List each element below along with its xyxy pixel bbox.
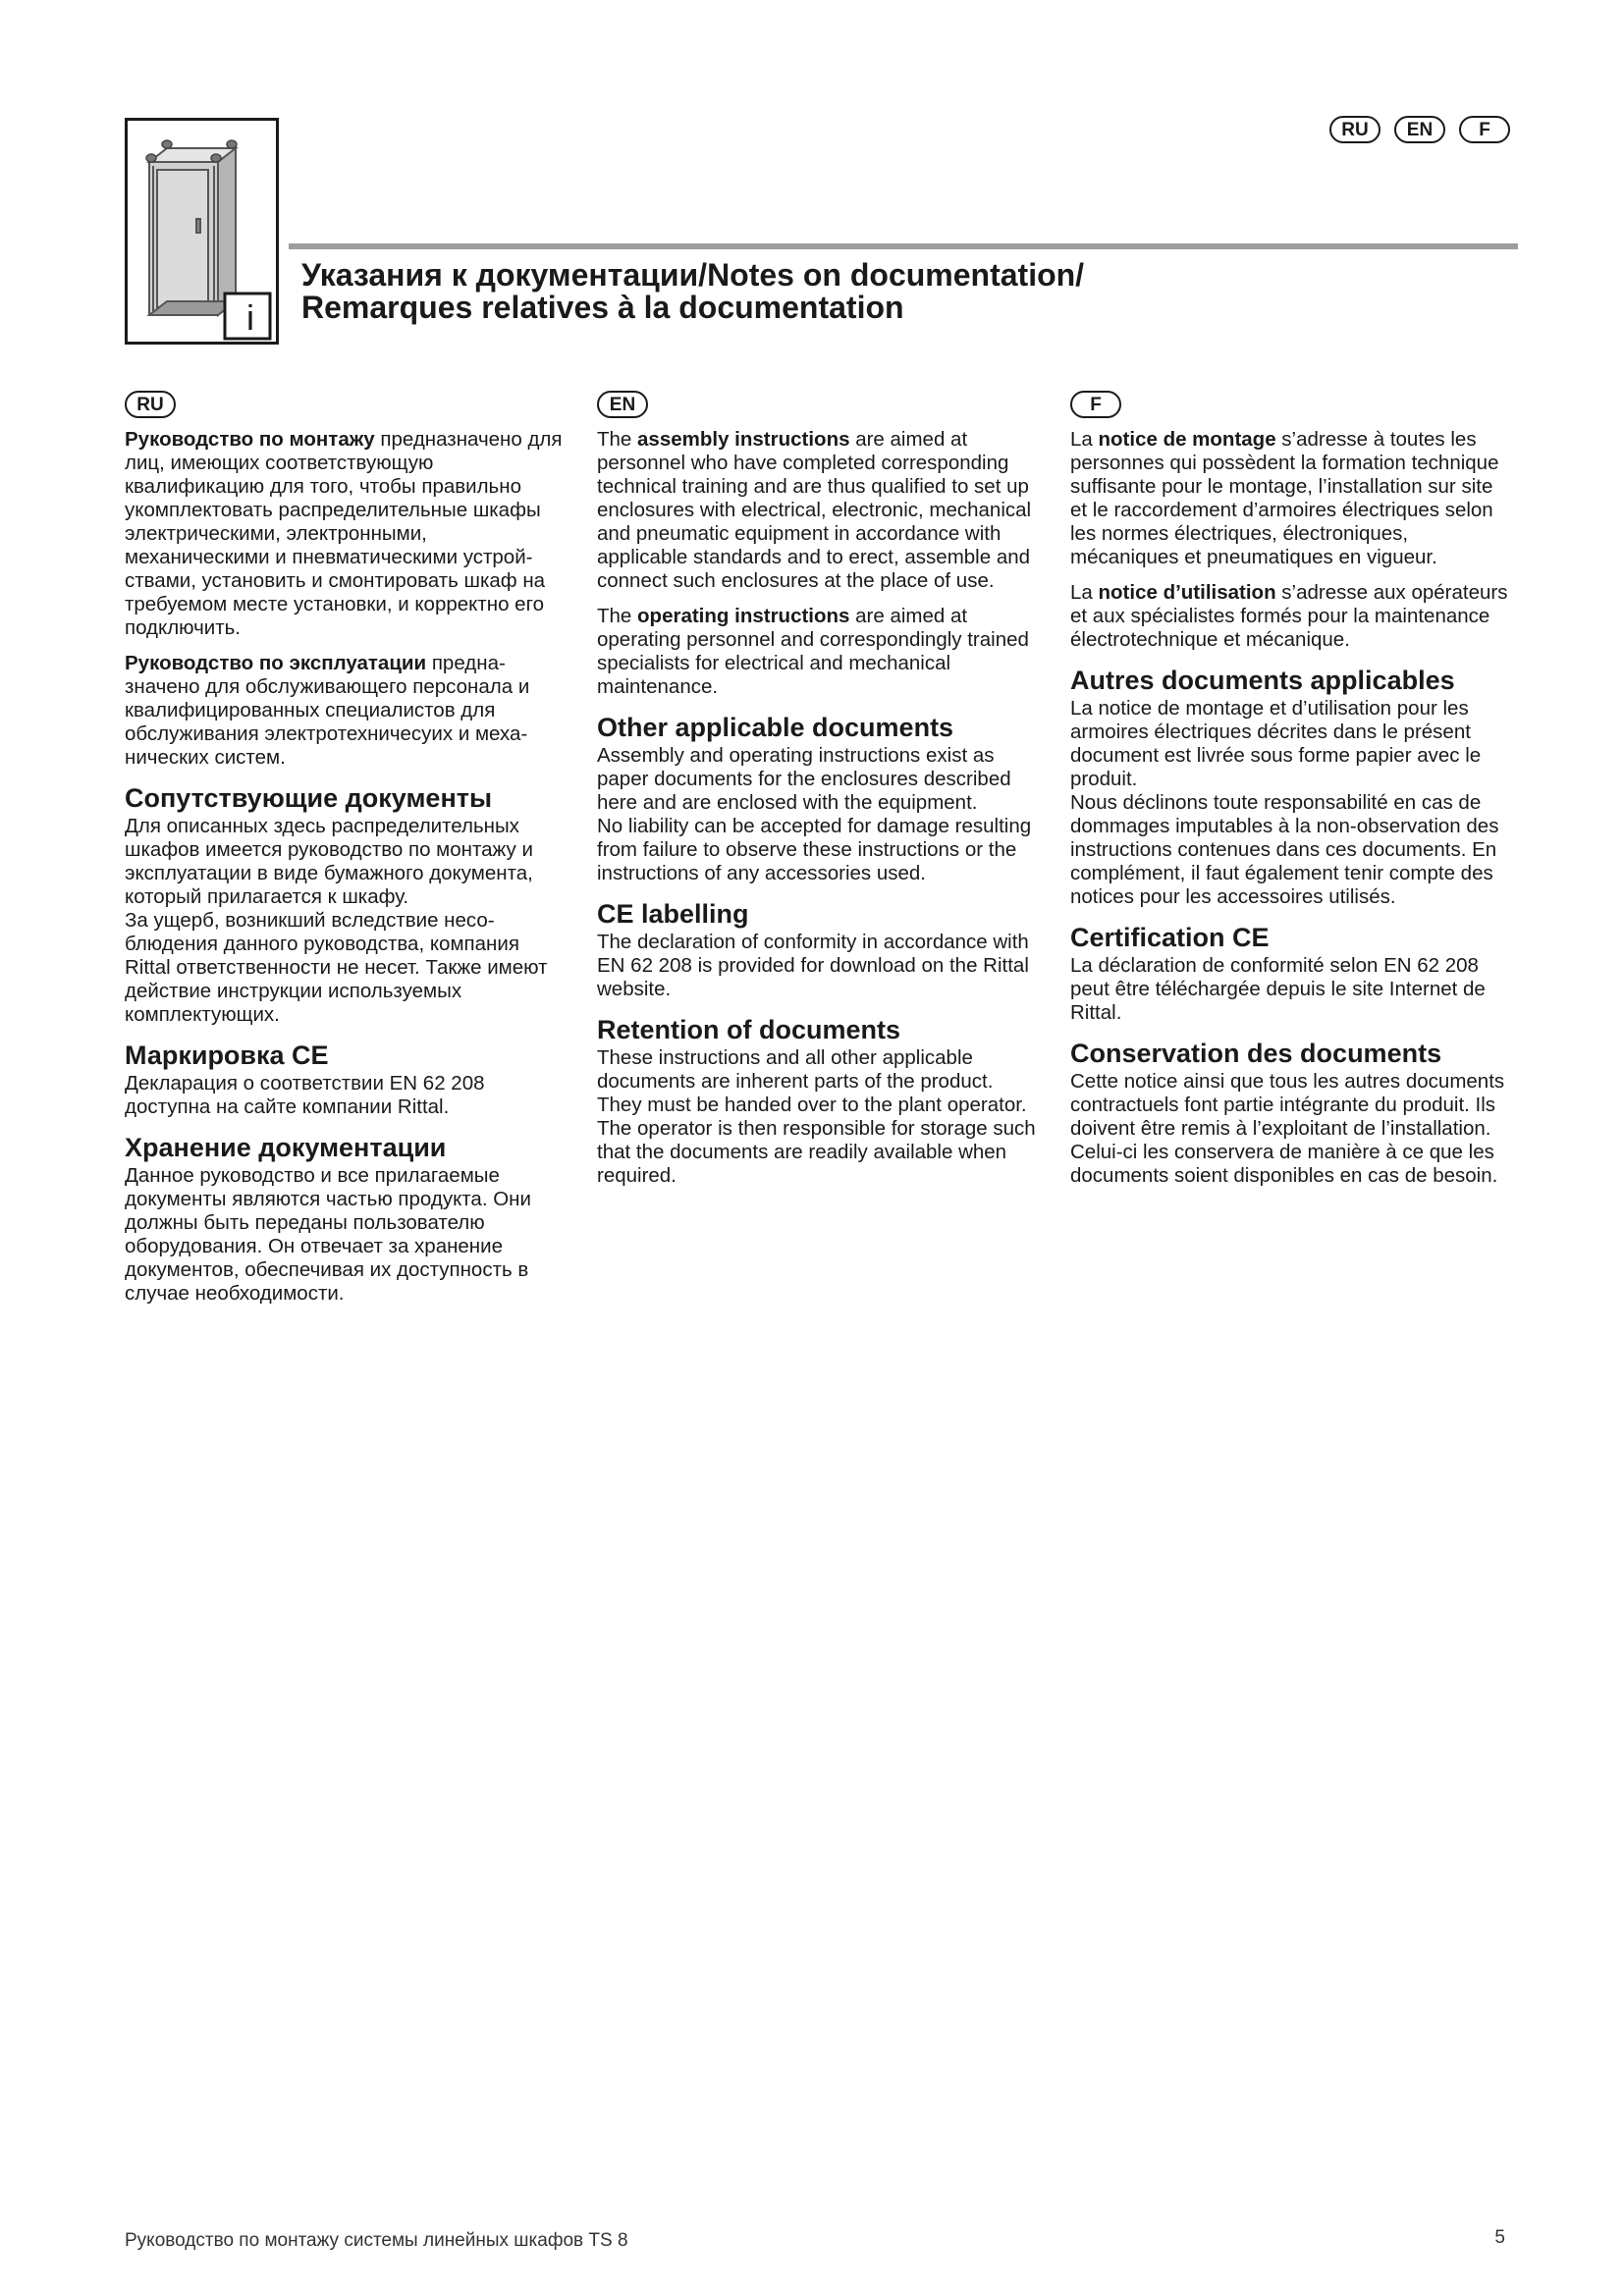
lang-badge-f: F — [1459, 116, 1510, 143]
paragraph-text: предназначено для обслуживающего персонала и квалифицированных специалистов для обслуживания электротехничесуих и механических систем. — [125, 652, 530, 769]
paragraph-text: are aimed at personnel who have completed corresponding technical training and are thus qualified to set up enclosures with electrical, electronic, mechanical and pneumatic equipment in accordance with applicable standards and to erect, assemble and connect such enclosures at the place of use. — [597, 428, 1032, 592]
paragraph: Декларация о соответствии EN 62 208 доступна на сайте компании Rittal. — [125, 1072, 485, 1118]
paragraph: Cette notice ainsi que tous les autres documents contractuels font partie intégrante du produit. Ils doivent être remis à l’exploitant de l’installation. Celui-ci les conservera de manière à ce que les documents soient disponibles en cas de besoin. — [1070, 1070, 1505, 1187]
paragraph-text: The — [597, 428, 638, 451]
column-en — [597, 391, 1039, 1200]
paragraph: The declaration of conformity in accordance with EN 62 208 is provided for download on the Rittal website. — [597, 931, 1029, 1000]
enclosure-info-icon — [125, 118, 279, 345]
bold-term: Руководство по монтажу — [125, 428, 375, 451]
bold-term: Руководство по эксплуатации — [125, 652, 427, 674]
paragraph: Assembly and operating instructions exist as paper documents for the enclosures described here and are enclosed with the equipment. — [597, 744, 1011, 814]
info-icon-letter: i — [246, 297, 254, 338]
paragraph: These instructions and all other applicable documents are inherent parts of the product. They must be handed over to the plant operator. The operator is then responsible for storage such that the documents are readily available when required. — [597, 1046, 1036, 1187]
paragraph: La notice de montage et d’utilisation pour les armoires électriques décrites dans le présent document est livrée sous forme papier avec le produit. — [1070, 697, 1482, 790]
bold-term: notice d’utilisation — [1098, 581, 1276, 604]
header-rule — [289, 243, 1518, 249]
section-heading: Autres documents applicables — [1070, 666, 1455, 695]
bold-term: operating instructions — [637, 605, 850, 627]
section-heading: Retention of documents — [597, 1015, 900, 1044]
paragraph: Для описанных здесь распределительных шкафов имеется руководство по монтажу и эксплуатации в виде бумажного документа, который прилагается к шкафу. — [125, 815, 533, 908]
section-heading: Маркировка CE — [125, 1041, 329, 1070]
paragraph: Nous déclinons toute responsabilité en cas de dommages imputables à la non-observation des instructions contenues dans ces documents. En complément, il faut également tenir compte des notices pour les accessoires utilisés. — [1070, 791, 1499, 908]
paragraph: La déclaration de conformité selon EN 62 208 peut être téléchargée depuis le site Internet de Rittal. — [1070, 954, 1486, 1024]
section-heading: CE labelling — [597, 899, 749, 929]
bold-term: assembly instructions — [637, 428, 850, 451]
bold-term: notice de montage — [1098, 428, 1276, 451]
paragraph: Данное руководство и все прилагаемые документы являются частью продукта. Они должны быть переданы пользователю оборудования. Он отвечает за хранение документов, обеспечивая их доступность в случае необходимости. — [125, 1164, 531, 1305]
paragraph — [1070, 428, 1512, 569]
lang-badge-ru: RU — [1329, 116, 1380, 143]
paragraph — [125, 652, 567, 770]
paragraph — [597, 605, 1039, 699]
section-heading: Other applicable documents — [597, 713, 954, 742]
column-ru — [125, 391, 567, 1317]
column-fr — [1070, 391, 1512, 1200]
paragraph-text: La — [1070, 581, 1099, 604]
paragraph-text: The — [597, 605, 638, 627]
column-badge-en: EN — [597, 391, 648, 418]
paragraph-text: предназначено для лиц, имеющих соответствующую квалификацию для того, чтобы правильно укомплектовать распределительные шкафы электрическими, электронными, механическими и пневматическими устройствами, установить и смонтировать шкаф на требуемом месте установки, и корректно его подключить. — [125, 428, 563, 639]
paragraph-text: s’adresse aux opérateurs et aux spécialistes formés pour la maintenance électrotechnique et mécanique. — [1070, 581, 1508, 651]
column-badge-f: F — [1070, 391, 1121, 418]
section-heading: Хранение документации — [125, 1133, 447, 1162]
paragraph-text: La — [1070, 428, 1099, 451]
paragraph — [125, 428, 567, 640]
section-heading: Certification CE — [1070, 923, 1270, 952]
page-title — [301, 259, 1084, 324]
footer-title: Руководство по монтажу системы линейных шкафов TS 8 — [125, 2230, 628, 2251]
paragraph — [1070, 581, 1512, 652]
paragraph: No liability can be accepted for damage resulting from failure to observe these instructions or the instructions of any accessories used. — [597, 815, 1032, 884]
paragraph-text: are aimed at operating personnel and correspondingly trained specialists for electrical and mechanical maintenance. — [597, 605, 1029, 698]
column-badge-ru: RU — [125, 391, 176, 418]
lang-badge-en: EN — [1394, 116, 1445, 143]
paragraph: За ущерб, возникший вследствие несоблюдения данного руководства, компания Rittal ответственности не несет. Также имеют действие инструкции используемых комплектующих. — [125, 909, 548, 1026]
section-heading: Сопутствующие документы — [125, 783, 493, 813]
page-number: 5 — [1494, 2227, 1505, 2248]
page-title-line1: Указания к документации/Notes on documentation/ — [301, 257, 1085, 293]
language-badges — [1329, 116, 1510, 143]
paragraph — [597, 428, 1039, 593]
paragraph-text: s’adresse à toutes les personnes qui possèdent la formation technique suffisante pour le montage, l’installation sur site et le raccordement d’armoires électriques selon les normes électriques, électroniques, mécaniques et pneumatiques en vigueur. — [1070, 428, 1499, 568]
page-title-line2: Remarques relatives à la documentation — [301, 290, 904, 325]
section-heading: Conservation des documents — [1070, 1039, 1442, 1068]
